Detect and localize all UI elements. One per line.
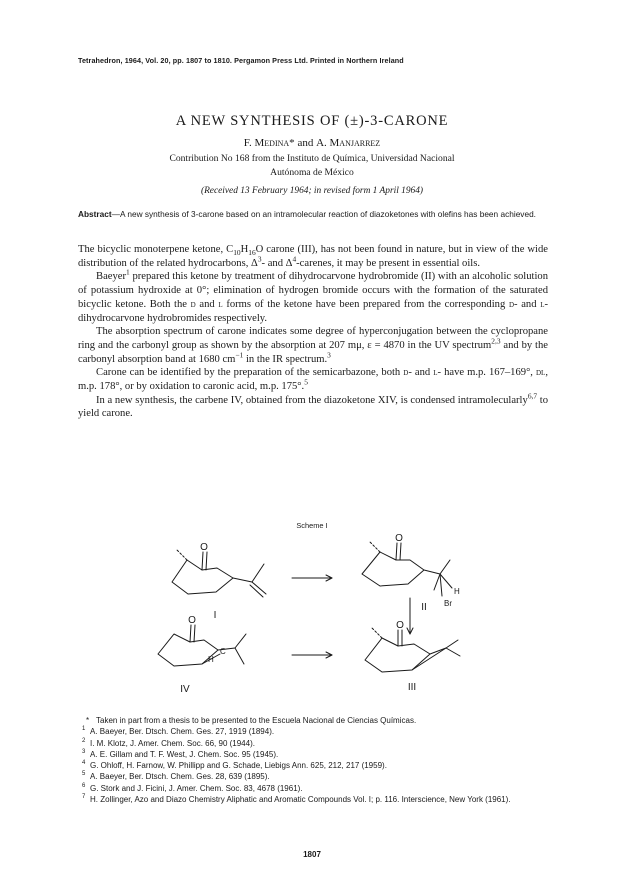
paragraph-2 bbox=[78, 267, 548, 325]
reference-mark: 5 bbox=[304, 377, 308, 387]
footnote-text: A. E. Gillam and T. F. West, J. Chem. Soc. 95 (1945). bbox=[90, 749, 279, 759]
text-run: - and Δ bbox=[261, 257, 293, 269]
footnote-mark: 2 bbox=[82, 737, 86, 744]
atom-label-bromine: Br bbox=[444, 599, 452, 608]
footnote bbox=[78, 794, 548, 805]
footnote-text: H. Zollinger, Azo and Diazo Chemistry Aliphatic and Aromatic Compounds Vol. I; p. 116. Interscience, New York (1961). bbox=[90, 795, 511, 805]
abstract bbox=[78, 208, 548, 221]
text-run: in the IR spectrum. bbox=[243, 353, 328, 365]
text-run: The bicyclic monoterpene ketone, C bbox=[78, 244, 234, 255]
atom-label-oxygen: O bbox=[200, 542, 208, 553]
atom-label-carbene: C bbox=[220, 647, 226, 656]
text-run: d bbox=[190, 298, 196, 310]
structure-compound-1 bbox=[172, 550, 266, 597]
compound-label-2: II bbox=[421, 602, 427, 613]
atom-label-oxygen: O bbox=[396, 620, 404, 631]
superscript: 3 bbox=[257, 254, 262, 264]
arrow-down bbox=[407, 598, 413, 634]
text-run: - and bbox=[514, 298, 541, 310]
arrow-right-1 bbox=[292, 575, 332, 581]
footnote-mark: 3 bbox=[82, 748, 86, 755]
footnote-text: Taken in part from a thesis to be presented to the Escuela Nacional de Ciencias Químicas. bbox=[96, 716, 417, 725]
text-run: d bbox=[403, 367, 409, 379]
footnote bbox=[78, 760, 548, 771]
text-run: , m.p. 178°, or by oxidation to caronic acid, m.p. 175°. bbox=[78, 367, 548, 393]
reference-mark: 3 bbox=[327, 350, 331, 360]
compound-label-4: IV bbox=[180, 684, 190, 695]
structure-compound-2 bbox=[362, 542, 452, 596]
affiliation-line-1: Contribution No 168 from the Instituto de Química, Universidad Nacional bbox=[169, 153, 455, 164]
paragraph-4 bbox=[78, 366, 548, 393]
text-run: l bbox=[540, 298, 545, 310]
footnote-text: A. Baeyer, Ber. Dtsch. Chem. Ges. 28, 639 (1895). bbox=[90, 772, 270, 782]
text-run: Baeyer bbox=[96, 271, 126, 283]
text-run: Carone can be identified by the preparation of the semicarbazone, both bbox=[96, 367, 404, 379]
atom-label-hydrogen: H bbox=[208, 655, 214, 664]
text-run: - have m.p. 167–169°, bbox=[437, 367, 536, 379]
running-head: Tetrahedron, 1964, Vol. 20, pp. 1807 to 1810. Pergamon Press Ltd. Printed in Northern Ireland bbox=[78, 56, 404, 65]
affiliation-line-2: Autónoma de México bbox=[270, 167, 354, 178]
text-run: forms of the ketone have been prepared from the corresponding bbox=[222, 298, 509, 310]
author-line bbox=[0, 137, 624, 149]
footnote-text: A. Baeyer, Ber. Dtsch. Chem. Ges. 27, 1919 (1894). bbox=[90, 727, 275, 737]
text-run: to yield carone. bbox=[78, 394, 549, 420]
text-run: and bbox=[195, 298, 219, 310]
arrow-right-2 bbox=[292, 652, 332, 658]
text-run: d bbox=[508, 298, 515, 310]
footnote-text: I. M. Klotz, J. Amer. Chem. Soc. 66, 90 (1944). bbox=[90, 738, 255, 748]
superscript: −1 bbox=[235, 350, 244, 360]
abstract-label: Abstract bbox=[78, 209, 112, 219]
footnote-mark: 7 bbox=[82, 794, 86, 801]
text-run: The absorption spectrum of carone indicates some degree of hyperconjugation between the cyclopropane ring and the carbonyl group as shown by the absorption at 207 mμ, ε = 4870 in the UV spectrum bbox=[78, 326, 548, 351]
received-dates: (Received 13 February 1964; in revised form 1 April 1964) bbox=[200, 186, 424, 196]
text-run: prepared this ketone by treatment of dihydrocarvone hydrobromide (II) with an alcoholic solution of potassium hydroxide at 0°; elimination of hydrogen bromide occurs with the formation of the saturated bicyclic ketone. Both the bbox=[78, 271, 548, 310]
footnote bbox=[78, 783, 548, 794]
structure-compound-4 bbox=[158, 625, 246, 666]
superscript: 4 bbox=[292, 254, 297, 264]
text-run: -dihydrocarvone hydrobromides respectively. bbox=[78, 298, 548, 324]
author-1: F. Medina* bbox=[243, 137, 295, 149]
footnote bbox=[78, 738, 548, 749]
atom-label-hydrogen: H bbox=[454, 587, 460, 596]
text-run: -carenes, it may be present in essential oils. bbox=[296, 257, 481, 269]
footnote-mark: 6 bbox=[82, 782, 86, 789]
scheme-label: Scheme I bbox=[296, 521, 328, 530]
footnote-mark: 4 bbox=[82, 760, 86, 767]
compound-label-1: I bbox=[213, 610, 217, 621]
paragraph-5 bbox=[78, 391, 549, 421]
article-title: A NEW SYNTHESIS OF (±)-3-CARONE bbox=[175, 113, 449, 129]
text-run: H bbox=[240, 244, 249, 255]
paragraph-3 bbox=[78, 325, 548, 366]
text-run: and by the carbonyl absorption band at 1680 cm bbox=[78, 339, 548, 365]
body-text bbox=[78, 243, 548, 421]
text-run: l bbox=[218, 298, 223, 310]
footnote-text: G. Stork and J. Ficini, J. Amer. Chem. Soc. 83, 4678 (1961). bbox=[90, 783, 303, 793]
footnote-text: G. Ohloff, H. Farnow, W. Phillipp and G. Schade, Liebigs Ann. 625, 212, 217 (1959). bbox=[90, 761, 387, 771]
footnote bbox=[78, 749, 548, 760]
subscript: 10 bbox=[233, 248, 241, 258]
text-run: In a new synthesis, the carbene IV, obtained from the diazoketone XIV, is condensed intramolecularly bbox=[96, 394, 528, 406]
structure-compound-3 bbox=[365, 628, 460, 672]
text-run: l bbox=[433, 367, 438, 379]
footnote bbox=[78, 715, 548, 726]
compound-label-3: III bbox=[407, 682, 417, 693]
reference-mark: 6,7 bbox=[527, 391, 538, 401]
abstract-text: —A new synthesis of 3-carone based on an intramolecular reaction of diazoketones with olefins has been achieved. bbox=[111, 209, 536, 219]
atom-label-oxygen: O bbox=[188, 615, 196, 626]
reaction-scheme bbox=[140, 530, 480, 715]
text-run: O carone (III), has not been found in nature, but in view of the wide distribution of the related hydrocarbons, Δ bbox=[78, 244, 549, 269]
footnote-mark: 5 bbox=[82, 771, 86, 778]
footnote bbox=[78, 726, 548, 737]
atom-label-oxygen: O bbox=[395, 533, 403, 544]
author-2: A. Manjarrez bbox=[316, 137, 381, 149]
page-number: 1807 bbox=[303, 850, 321, 859]
footnote-mark: 1 bbox=[82, 726, 86, 733]
subscript: 16 bbox=[248, 248, 256, 258]
author-conjunction: and bbox=[297, 137, 314, 149]
footnote-mark: * bbox=[86, 716, 90, 725]
footnote bbox=[78, 771, 548, 782]
paragraph-1 bbox=[78, 243, 548, 270]
text-run: dl bbox=[536, 367, 546, 379]
footnotes bbox=[78, 715, 548, 805]
reference-mark: 1 bbox=[126, 267, 130, 277]
reference-mark: 2,3 bbox=[491, 336, 501, 346]
text-run: - and bbox=[408, 367, 434, 379]
